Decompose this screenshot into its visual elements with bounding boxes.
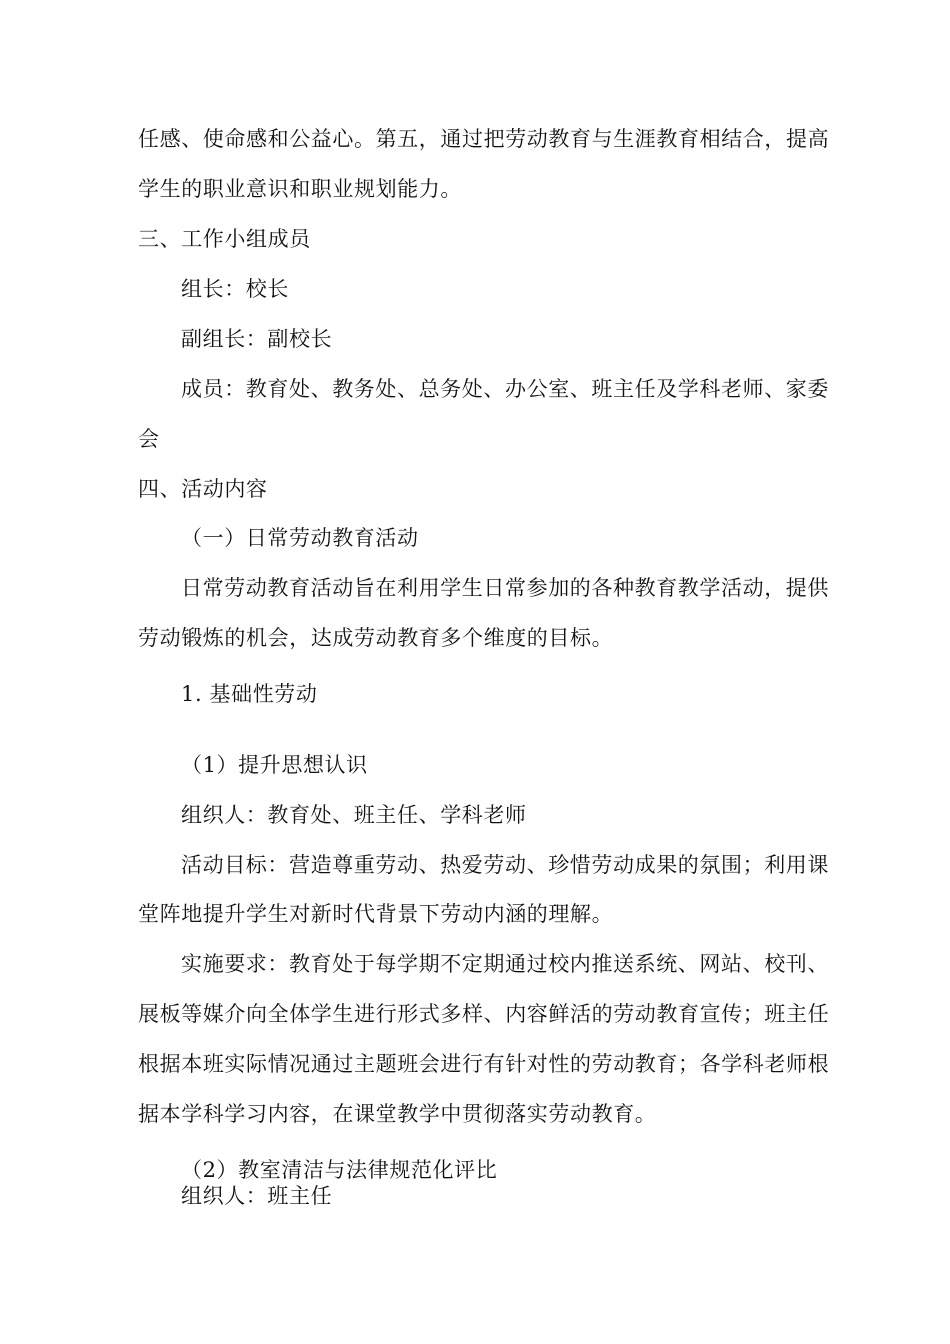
paragraph-line: 日常劳动教育活动旨在利用学生日常参加的各种教育教学活动，提供 bbox=[181, 576, 829, 600]
paragraph-line: 实施要求：教育处于每学期不定期通过校内推送系统、网站、校刊、 bbox=[181, 952, 829, 976]
item-heading: （2）教室清洁与法律规范化评比 bbox=[181, 1158, 498, 1182]
section-heading: 三、工作小组成员 bbox=[138, 227, 311, 251]
paragraph-line: 据本学科学习内容，在课堂教学中贯彻落实劳动教育。 bbox=[138, 1102, 657, 1126]
paragraph-line: 学生的职业意识和职业规划能力。 bbox=[138, 177, 462, 201]
paragraph-line: 任感、使命感和公益心。第五，通过把劳动教育与生涯教育相结合，提高 bbox=[138, 127, 830, 151]
section-heading: 四、活动内容 bbox=[138, 477, 268, 501]
paragraph-line: 活动目标：营造尊重劳动、热爱劳动、珍惜劳动成果的氛围；利用课 bbox=[181, 853, 829, 877]
paragraph-line: 组织人：教育处、班主任、学科老师 bbox=[181, 803, 527, 827]
paragraph-line: 根据本班实际情况通过主题班会进行有针对性的劳动教育；各学科老师根 bbox=[138, 1052, 830, 1076]
paragraph-line: 组长：校长 bbox=[181, 277, 289, 301]
item-heading: （1）提升思想认识 bbox=[181, 753, 368, 777]
paragraph-line: 组织人：班主任 bbox=[181, 1184, 333, 1208]
paragraph-line: 成员：教育处、教务处、总务处、办公室、班主任及学科老师、家委 bbox=[181, 377, 829, 401]
list-item-heading: 1. 基础性劳动 bbox=[181, 682, 318, 706]
subsection-heading: （一）日常劳动教育活动 bbox=[181, 526, 419, 550]
paragraph-line: 展板等媒介向全体学生进行形式多样、内容鲜活的劳动教育宣传；班主任 bbox=[138, 1002, 830, 1026]
paragraph-line: 副组长：副校长 bbox=[181, 327, 333, 351]
paragraph-line: 堂阵地提升学生对新时代背景下劳动内涵的理解。 bbox=[138, 902, 614, 926]
paragraph-line: 会 bbox=[138, 427, 160, 451]
paragraph-line: 劳动锻炼的机会，达成劳动教育多个维度的目标。 bbox=[138, 626, 614, 650]
